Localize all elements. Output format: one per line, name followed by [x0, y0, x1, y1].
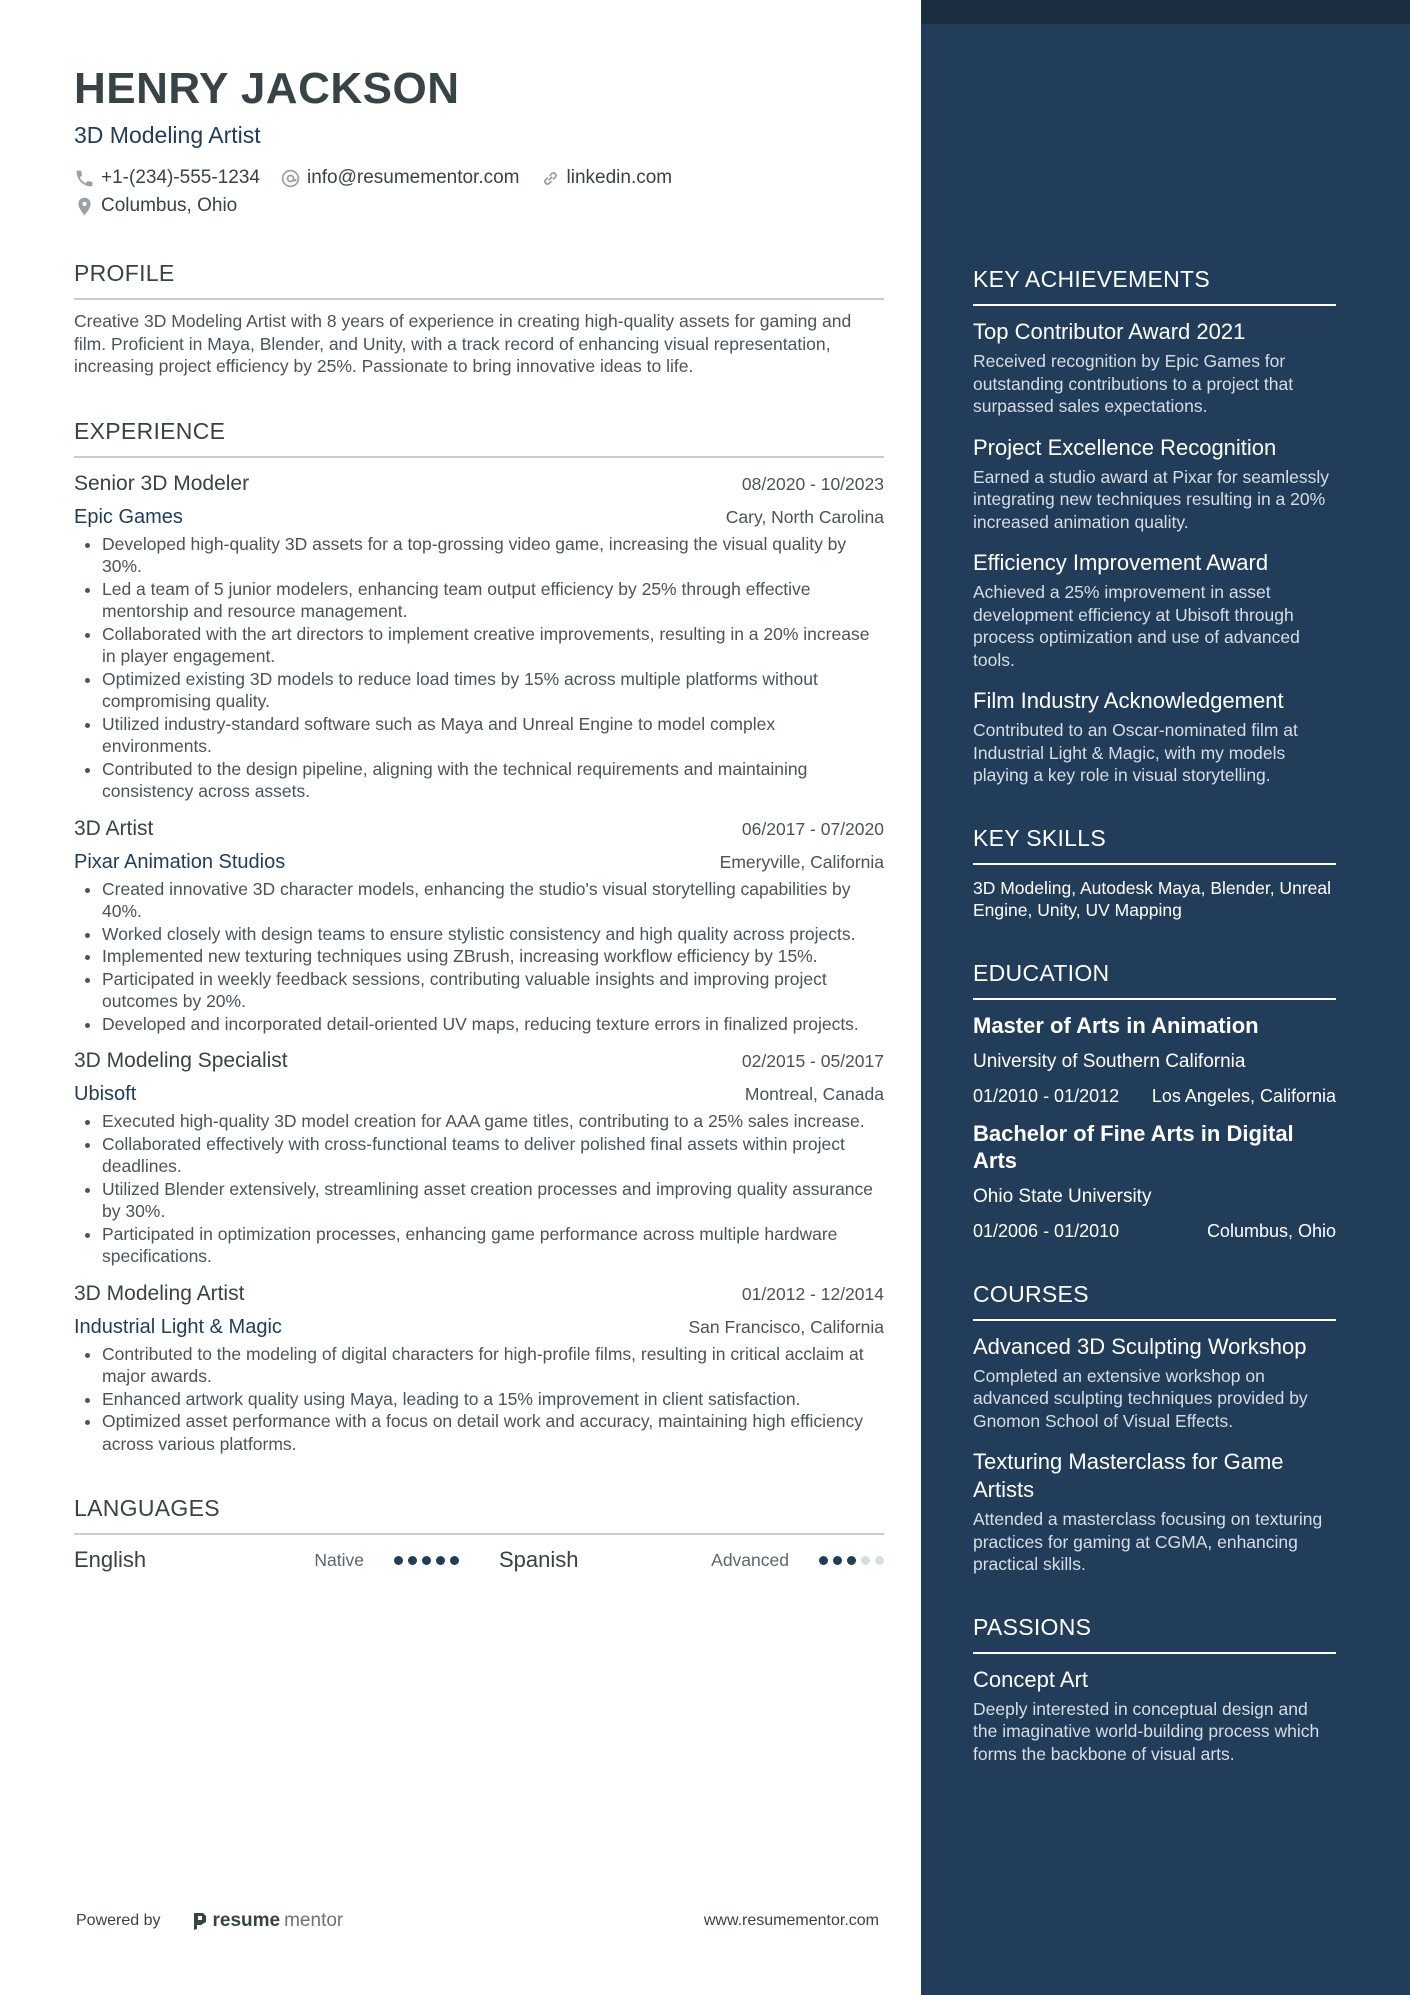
job-subheader [74, 506, 884, 529]
language-name: English [74, 1547, 147, 1572]
skills-text: 3D Modeling, Autodesk Maya, Blender, Unreal Engine, Unity, UV Mapping [973, 877, 1331, 920]
job-location: Montreal, Canada [744, 1084, 884, 1104]
skills-heading: KEY SKILLS [973, 823, 1336, 865]
job-bullet: • Developed and incorporated detail-oriented UV maps, reducing texture errors in finalized projects. [102, 1013, 884, 1036]
job-bullet: • Optimized asset performance with a focus on detail work and accuracy, maintaining high efficiency across various platforms. [102, 1410, 884, 1455]
courses-section [973, 1279, 1336, 1576]
education-list [973, 1012, 1336, 1243]
profile-text: Creative 3D Modeling Artist with 8 years of experience in creating high-quality assets for gaming and film. Proficient in Maya, Blender, and Unity, with a track record of enhancing visual representation, increasing project efficiency by 25%. Passionate to bring innovative ideas to life. [74, 311, 852, 376]
skills-section [973, 823, 1336, 922]
achievement-description: Achieved a 25% improvement in asset development efficiency at Ubisoft through process optimization and use of advanced tools. [973, 582, 1300, 670]
job-bullet: • Implemented new texturing techniques using ZBrush, increasing workflow efficiency by 15%. [102, 945, 884, 968]
job-bullet: • Contributed to the modeling of digital characters for high-profile films, resulting in critical acclaim at major awards. [102, 1343, 884, 1388]
education-school: University of Southern California [973, 1050, 1246, 1072]
sidebar-column [973, 264, 1336, 1801]
achievement-title: Top Contributor Award 2021 [973, 319, 1246, 344]
profile-section [74, 258, 884, 378]
rating-dot-filled [422, 1556, 431, 1565]
rating-dot-filled [394, 1556, 403, 1565]
job-subheader [74, 1316, 884, 1339]
powered-by-label: Powered by [76, 1912, 161, 1929]
achievements-section [973, 264, 1336, 787]
experience-section [74, 416, 884, 1456]
achievement-description: Contributed to an Oscar-nominated film at Industrial Light & Magic, with my models playing a key role in visual storytelling. [973, 720, 1298, 785]
languages-heading: LANGUAGES [74, 1493, 884, 1535]
location-text: Columbus, Ohio [101, 195, 238, 216]
job-dates: 08/2020 - 10/2023 [741, 473, 884, 494]
achievement-title: Film Industry Acknowledgement [973, 688, 1284, 713]
passions-list [973, 1666, 1336, 1766]
education-meta [973, 1084, 1336, 1108]
education-location: Los Angeles, California [1151, 1085, 1336, 1106]
course-title: Advanced 3D Sculpting Workshop [973, 1333, 1307, 1359]
language-level: Native [314, 1549, 364, 1570]
job-entry [74, 472, 884, 803]
main-column [74, 62, 884, 1573]
candidate-title: 3D Modeling Artist [74, 122, 261, 148]
rating-dot-filled [408, 1556, 417, 1565]
rating-dot-empty [861, 1556, 870, 1565]
achievement-title: Efficiency Improvement Award [973, 550, 1269, 575]
job-company: Industrial Light & Magic [74, 1315, 282, 1338]
contact-location [74, 192, 237, 220]
job-bullet: • Created innovative 3D character models, enhancing the studio's visual storytelling capabilities by 40%. [102, 878, 884, 923]
education-degree: Bachelor of Fine Arts in Digital Arts [973, 1120, 1294, 1173]
education-dates: 01/2006 - 01/2010 [973, 1220, 1120, 1241]
job-bullet: • Contributed to the design pipeline, aligning with the technical requirements and maintaining consistency across assets. [102, 758, 884, 803]
achievements-list [973, 318, 1336, 787]
education-school: Ohio State University [973, 1185, 1152, 1207]
language-rating-group [314, 1550, 459, 1571]
achievement [973, 434, 1336, 534]
job-title: 3D Modeling Specialist [74, 1049, 288, 1072]
job-company: Pixar Animation Studios [74, 850, 286, 873]
job-bullet: • Collaborated effectively with cross-functional teams to deliver polished final assets within project deadlines. [102, 1133, 884, 1178]
course-description: Completed an extensive workshop on advanced sculpting techniques provided by Gnomon School of Visual Effects. [973, 1365, 1308, 1431]
contact-info [74, 164, 884, 220]
language-rating-dots [394, 1556, 459, 1565]
education-dates: 01/2010 - 01/2012 [973, 1085, 1120, 1106]
job-subheader [74, 1083, 884, 1106]
job-location: Cary, North Carolina [725, 506, 884, 527]
at-icon [280, 168, 301, 189]
brand-name-light: mentor [284, 1910, 344, 1931]
course-description: Attended a masterclass focusing on texturing practices for gaming at CGMA, enhancing practical skills. [973, 1509, 1323, 1574]
job-title: Senior 3D Modeler [74, 471, 250, 495]
experience-heading: EXPERIENCE [74, 416, 884, 458]
footer-website-link[interactable]: www.resumementor.com [703, 1912, 879, 1929]
contact-email[interactable] [280, 164, 520, 192]
job-bullets [74, 1110, 884, 1268]
contact-phone[interactable] [74, 164, 260, 192]
achievement [973, 318, 1336, 418]
passions-section [973, 1612, 1336, 1766]
brand-name-bold: resume [212, 1910, 281, 1931]
location-pin-icon [74, 196, 95, 217]
job-dates: 01/2012 - 12/2014 [741, 1283, 884, 1304]
courses-heading: COURSES [973, 1279, 1336, 1321]
job-header [74, 1049, 884, 1073]
achievement-description: Received recognition by Epic Games for outstanding contributions to a project that surpassed sales expectations. [973, 351, 1294, 416]
phone-icon [74, 168, 95, 189]
experience-list [74, 472, 884, 1456]
achievement [973, 549, 1336, 671]
languages-list [74, 1547, 884, 1573]
job-header [74, 1282, 884, 1306]
rating-dot-filled [436, 1556, 445, 1565]
rating-dot-filled [833, 1556, 842, 1565]
achievement-description: Earned a studio award at Pixar for seamlessly integrating new techniques resulting in a 20% increased animation quality. [973, 466, 1329, 532]
job-title: 3D Artist [74, 816, 154, 840]
education-meta [973, 1219, 1336, 1243]
job-bullet: • Participated in weekly feedback sessions, contributing valuable insights and improving project outcomes by 20%. [102, 968, 884, 1013]
rating-dot-filled [819, 1556, 828, 1565]
job-company: Epic Games [74, 505, 183, 528]
course [973, 1333, 1336, 1433]
course-title: Texturing Masterclass for Game Artists [973, 1449, 1284, 1502]
job-bullet: • Executed high-quality 3D model creation for AAA game titles, contributing to a 25% sales increase. [102, 1110, 884, 1133]
job-entry [74, 817, 884, 1036]
job-bullet: • Utilized industry-standard software such as Maya and Unreal Engine to model complex environments. [102, 713, 884, 758]
job-title: 3D Modeling Artist [74, 1281, 245, 1305]
job-bullet: • Participated in optimization processes, enhancing game performance across multiple hardware specifications. [102, 1223, 884, 1268]
job-header [74, 472, 884, 496]
achievements-heading: KEY ACHIEVEMENTS [973, 264, 1336, 306]
job-bullets [74, 533, 884, 803]
education-degree: Master of Arts in Animation [973, 1012, 1259, 1038]
language-level: Advanced [711, 1549, 789, 1570]
link-icon [540, 168, 561, 189]
job-dates: 02/2015 - 05/2017 [741, 1051, 884, 1071]
linkedin-text: linkedin.com [566, 167, 673, 188]
education-section [973, 958, 1336, 1243]
job-bullet: • Optimized existing 3D models to reduce load times by 15% across multiple platforms without compromising quality. [102, 668, 884, 713]
job-header [74, 817, 884, 841]
education-heading: EDUCATION [973, 958, 1336, 1000]
language-item [74, 1547, 459, 1573]
contact-linkedin[interactable] [540, 164, 673, 192]
passions-heading: PASSIONS [973, 1612, 1336, 1654]
job-bullet: • Worked closely with design teams to ensure stylistic consistency and high quality across projects. [102, 923, 884, 946]
job-bullet: • Led a team of 5 junior modelers, enhancing team output efficiency by 25% through effective mentorship and resource management. [102, 578, 884, 623]
rating-dot-empty [875, 1556, 884, 1565]
passion [973, 1666, 1336, 1766]
achievement-title: Project Excellence Recognition [973, 434, 1277, 460]
resumementor-logo-icon [191, 1911, 209, 1931]
job-entry [74, 1282, 884, 1456]
profile-heading: PROFILE [74, 258, 884, 300]
course [973, 1448, 1336, 1576]
language-rating-dots [819, 1556, 884, 1565]
job-bullets [74, 1343, 884, 1456]
language-rating-group [711, 1550, 884, 1571]
phone-text: +1-(234)-555-1234 [101, 167, 260, 188]
achievement [973, 687, 1336, 787]
education-entry [973, 1012, 1336, 1108]
job-bullet: • Developed high-quality 3D assets for a top-grossing video game, increasing the visual quality by 30%. [102, 533, 884, 578]
courses-list [973, 1333, 1336, 1576]
rating-dot-filled [847, 1556, 856, 1565]
passion-title: Concept Art [973, 1666, 1088, 1692]
language-name: Spanish [499, 1547, 579, 1572]
education-entry [973, 1120, 1336, 1243]
passion-description: Deeply interested in conceptual design and the imaginative world-building process which forms the backbone of visual arts. [973, 1698, 1320, 1764]
candidate-name: HENRY JACKSON [74, 64, 460, 113]
language-item [499, 1547, 884, 1573]
powered-by [76, 1910, 343, 1932]
job-location: San Francisco, California [688, 1316, 884, 1337]
job-company: Ubisoft [74, 1083, 137, 1105]
sidebar-top-bar [921, 0, 1410, 24]
job-location: Emeryville, California [719, 851, 884, 872]
job-entry [74, 1049, 884, 1268]
rating-dot-filled [450, 1556, 459, 1565]
job-dates: 06/2017 - 07/2020 [741, 818, 884, 839]
footer [76, 1910, 879, 1932]
job-bullet: • Utilized Blender extensively, streamlining asset creation processes and improving quality assurance by 30%. [102, 1178, 884, 1223]
job-subheader [74, 851, 884, 874]
job-bullet: • Collaborated with the art directors to implement creative improvements, resulting in a 20% increase in player engagement. [102, 623, 884, 668]
job-bullet: • Enhanced artwork quality using Maya, leading to a 15% improvement in client satisfaction. [102, 1388, 884, 1411]
email-text: info@resumementor.com [306, 167, 520, 188]
brand-logo[interactable] [191, 1910, 344, 1932]
languages-section [74, 1493, 884, 1573]
education-location: Columbus, Ohio [1206, 1220, 1336, 1241]
job-bullets [74, 878, 884, 1036]
